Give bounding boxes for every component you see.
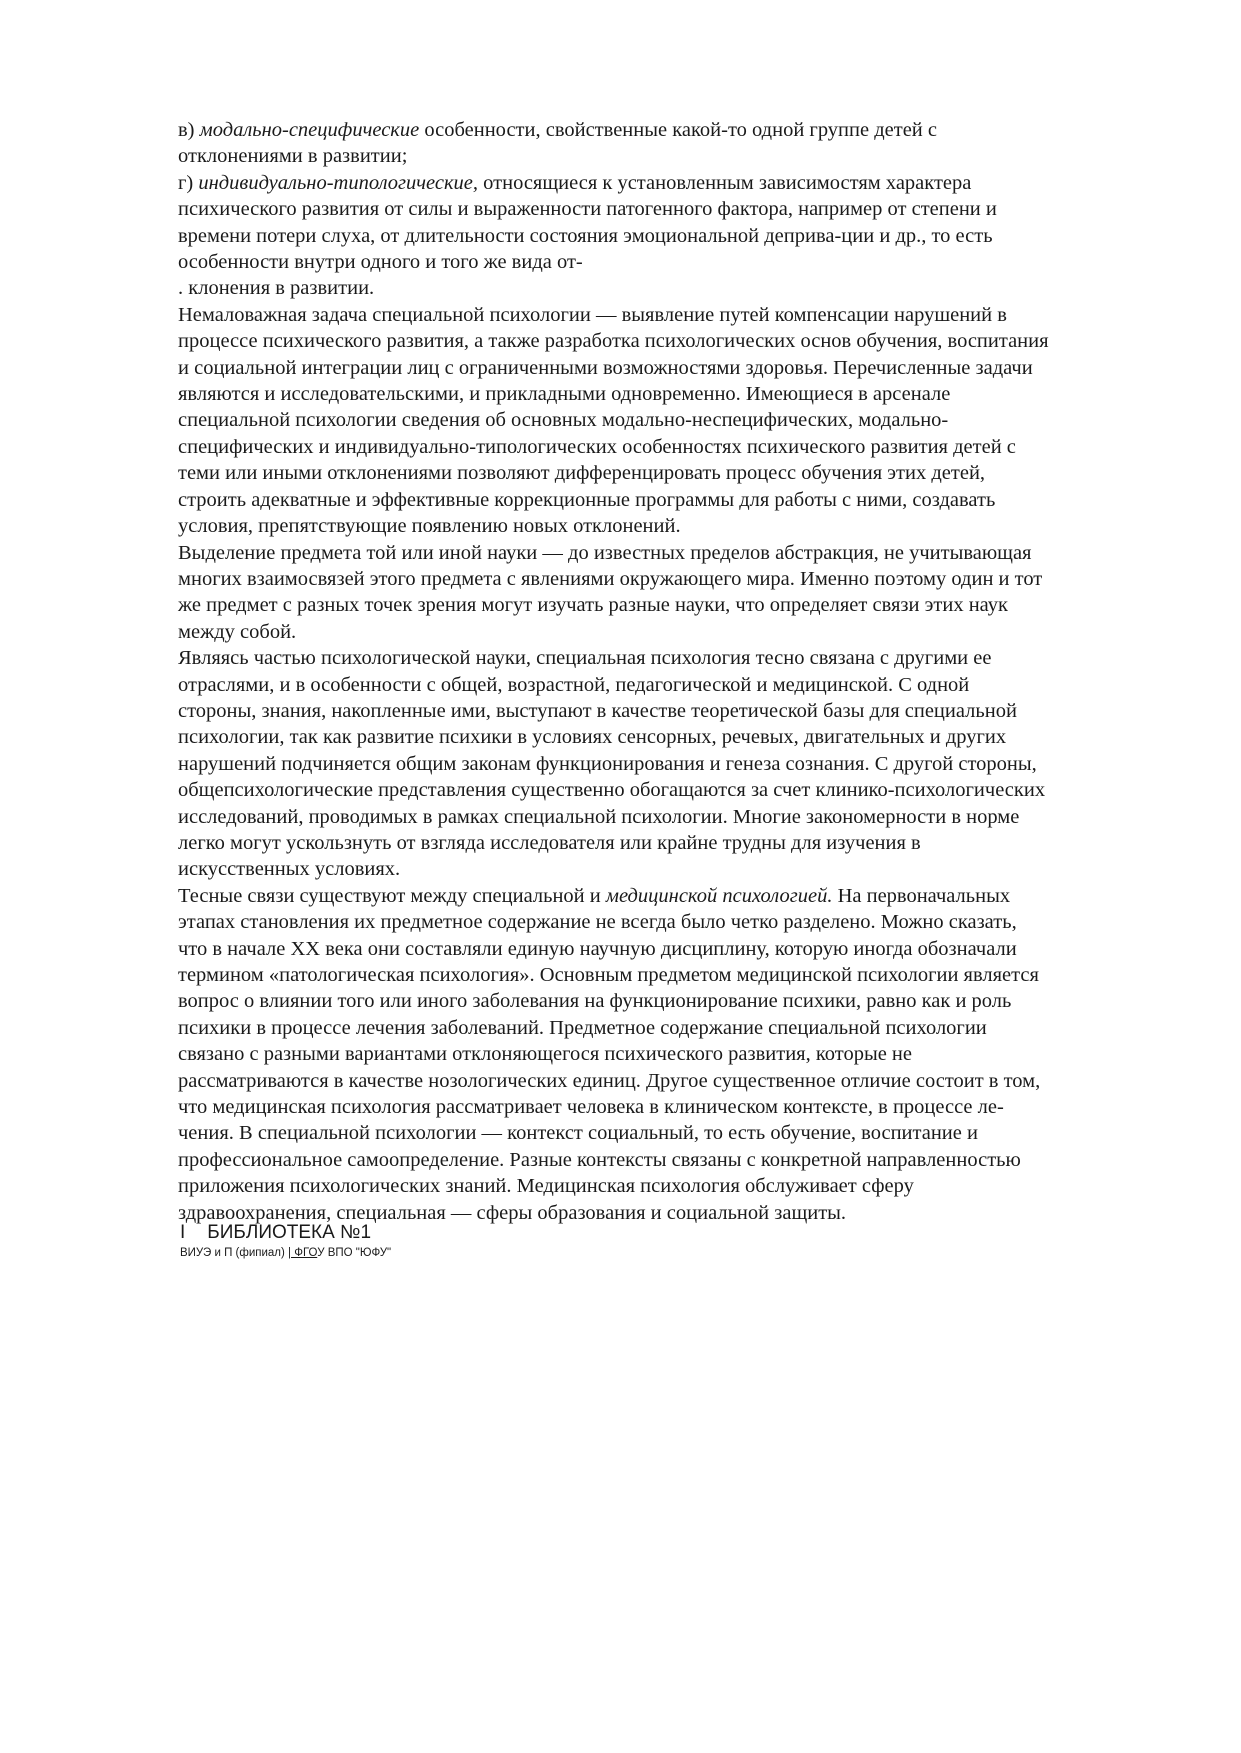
italic-term: модально-специфические [199, 119, 420, 141]
text-segment: Являясь частью психологической науки, специальная психология тесно связана с другими ее [178, 647, 992, 670]
text-segment: специальной психологии сведения об основных модально-неспецифических, модально- [178, 409, 949, 432]
stamp-title-text: БИБЛИОТЕКА №1 [207, 1222, 372, 1243]
text-segment: На первоначальных [832, 884, 1011, 907]
stamp-sub-underlined: ФГО [291, 1247, 318, 1259]
text-line [178, 830, 1168, 856]
text-line [178, 249, 1168, 275]
text-line [178, 1120, 1168, 1146]
text-line [178, 698, 1168, 724]
text-segment: приложения психологических знаний. Медицинская психология обслуживает сферу [178, 1175, 914, 1198]
text-line [178, 381, 1168, 407]
text-line [178, 724, 1168, 750]
text-segment: Выделение предмета той или иной науки — до известных пределов абстракция, не учитывающая [178, 541, 1032, 564]
text-line [178, 540, 1168, 566]
text-segment: особенности, свойственные какой-то одной группе детей с [419, 119, 938, 141]
text-segment: исследований, проводимых в рамках специальной психологии. Многие закономерности в норме [178, 805, 1020, 828]
text-line [178, 672, 1168, 698]
text-segment: Немаловажная задача специальной психологии — выявление путей компенсации нарушений в [178, 303, 1007, 326]
text-segment: относящиеся к установленным зависимостям характера [478, 171, 972, 194]
text-segment: нарушений подчиняется общим законам функционирования и генеза сознания. С другой стороны, [178, 752, 1037, 775]
text-segment: психики в процессе лечения заболеваний. Предметное содержание специальной психологии [178, 1016, 987, 1039]
text-segment: связано с разными вариантами отклоняющегося психического развития, которые не [178, 1043, 913, 1066]
text-line [178, 1094, 1168, 1120]
text-segment: в) [178, 119, 200, 141]
text-segment: искусственных условиях. [178, 858, 401, 881]
stamp-sub-left: ВИУЭ и П (фипиал) | [180, 1247, 292, 1259]
text-line [178, 936, 1168, 962]
text-line [178, 909, 1168, 935]
italic-term: медицинской психологией. [605, 884, 833, 907]
text-segment: что в начале XX века они составляли единую научную дисциплину, которую иногда обозначали [178, 937, 1017, 960]
text-line [178, 460, 1168, 486]
text-segment: теми или иными отклонениями позволяют дифференцировать процесс обучения этих детей, [178, 462, 986, 485]
text-segment: рассматриваются в качестве нозологических единиц. Другое существенное отличие состоит в том, [178, 1069, 1041, 1092]
text-segment: этапах становления их предметное содержание не всегда было четко разделено. Можно сказать, [178, 911, 1017, 934]
text-line [178, 487, 1168, 513]
text-line [178, 1173, 1168, 1199]
text-segment: психологии, так как развитие психики в условиях сенсорных, речевых, двигательных и других [178, 726, 1007, 749]
text-line [178, 223, 1168, 249]
text-segment: чения. В специальной психологии — контекст социальный, то есть обучение, воспитание и [178, 1122, 978, 1145]
text-line [178, 645, 1168, 671]
text-line [178, 513, 1168, 539]
text-segment: легко могут ускользнуть от взгляда исследователя или крайне трудны для изучения в [178, 831, 921, 854]
text-line [178, 275, 1168, 301]
text-segment: стороны, знания, накопленные ими, выступают в качестве теоретической базы для специальной [178, 699, 1017, 722]
text-line [178, 804, 1168, 830]
text-segment: строить адекватные и эффективные коррекционные программы для работы с ними, создавать [178, 488, 996, 511]
text-line [178, 1147, 1168, 1173]
library-stamp-title [180, 1222, 371, 1244]
text-line [178, 143, 1168, 169]
text-line [178, 117, 1168, 143]
text-line [178, 328, 1168, 354]
text-segment: общепсихологические представления существенно обогащаются за счет клинико-психологических [178, 779, 1046, 802]
text-line [178, 619, 1168, 645]
text-line [178, 302, 1168, 328]
library-stamp-subtitle [180, 1246, 391, 1260]
text-line [178, 1015, 1168, 1041]
text-line [178, 434, 1168, 460]
text-segment: что медицинская психология рассматривает человека в клиническом контексте, в процессе ле- [178, 1096, 1004, 1119]
text-line [178, 1041, 1168, 1067]
text-line [178, 856, 1168, 882]
text-line [178, 407, 1168, 433]
text-segment: между собой. [178, 620, 297, 643]
text-line [178, 355, 1168, 381]
text-line [178, 777, 1168, 803]
text-segment: термином «патологическая психология». Основным предметом медицинской психологии является [178, 964, 1039, 986]
text-segment: многих взаимосвязей этого предмета с явлениями окружающего мира. Именно поэтому один и тот [178, 567, 1043, 590]
text-segment: условия, препятствующие появлению новых отклонений. [178, 515, 681, 538]
text-segment: психического развития от силы и выраженности патогенного фактора, например от степени и [178, 198, 997, 221]
text-line [178, 196, 1168, 222]
text-segment: Тесные связи существуют между специальной и [178, 884, 606, 907]
text-line [178, 751, 1168, 777]
text-line [178, 1068, 1168, 1094]
text-segment: времени потери слуха, от длительности состояния эмоциональной деприва-ции и др., то есть [178, 224, 993, 247]
text-segment: же предмет с разных точек зрения могут изучать разные науки, что определяет связи этих наук [178, 594, 1008, 617]
text-line [178, 988, 1168, 1014]
text-segment: особенности внутри одного и того же вида от- [178, 251, 583, 274]
document-body-text [178, 117, 1168, 1226]
text-segment: здравоохранения, специальная — сферы образования и социальной защиты. [178, 1201, 847, 1224]
stamp-bar: I [180, 1222, 186, 1243]
italic-term: индивидуально-типологические, [198, 171, 479, 194]
text-segment: отклонениями в развитии; [178, 145, 408, 168]
stamp-sub-right: У ВПО "ЮФУ" [317, 1247, 392, 1259]
text-line [178, 170, 1168, 196]
text-segment: отраслями, и в особенности с общей, возрастной, педагогической и медицинской. С одной [178, 673, 970, 696]
text-segment: и социальной интеграции лиц с ограниченными возможностями здоровья. Перечисленные задачи [178, 356, 1033, 379]
text-segment: . клонения в развитии. [178, 277, 375, 300]
text-line [178, 962, 1168, 988]
text-segment: специфических и индивидуально-типологических особенностях психического развития детей с [178, 435, 1016, 458]
text-segment: профессиональное самоопределение. Разные контексты связаны с конкретной направленностью [178, 1148, 1021, 1171]
text-line [178, 566, 1168, 592]
text-segment: процессе психического развития, а также разработка психологических основ обучения, воспитания [178, 330, 1049, 353]
text-segment: вопрос о влиянии того или иного заболевания на функционирование психики, равно как и роль [178, 990, 1012, 1013]
text-segment: являются и исследовательскими, и прикладными одновременно. Имеющиеся в арсенале [178, 383, 951, 406]
text-line [178, 883, 1168, 909]
text-line [178, 592, 1168, 618]
text-segment: г) [178, 171, 199, 194]
